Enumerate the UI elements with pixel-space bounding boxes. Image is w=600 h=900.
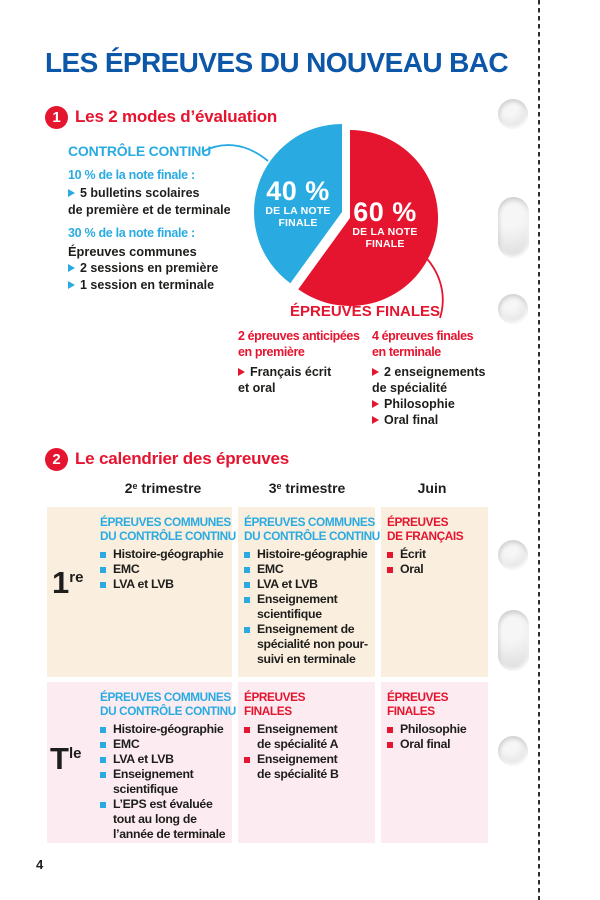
cell-items: [244, 547, 371, 667]
pie-label-40: 40 % DE LA NOTE FINALE: [265, 176, 331, 229]
arrow-bullet-icon: [68, 189, 75, 197]
table-list-item: EMC: [244, 562, 371, 577]
square-bullet-icon: [387, 727, 393, 733]
page-number: 4: [36, 857, 44, 872]
table-list-item: Enseignement: [244, 722, 371, 737]
section-1-badge: 1: [45, 106, 68, 129]
table-list-item: Philosophie: [387, 722, 484, 737]
table-list-item: EMC: [100, 562, 228, 577]
table-cell: [47, 507, 236, 677]
square-bullet-icon: [244, 727, 250, 733]
cell-items: [244, 722, 371, 782]
square-bullet-icon: [244, 757, 250, 763]
square-bullet-icon: [244, 627, 250, 633]
cell-heading: ÉPREUVES DE FRANÇAIS: [387, 515, 464, 543]
table-list-item: Oral final: [387, 737, 484, 752]
cell-items: [100, 722, 228, 842]
square-bullet-icon: [100, 727, 106, 733]
table-list-item: LVA et LVB: [100, 577, 228, 592]
cell-heading: ÉPREUVES COMMUNES DU CONTRÔLE CONTINU: [100, 690, 236, 718]
page-title: LES ÉPREUVES DU NOUVEAU BAC: [45, 47, 508, 78]
binder-hole: [498, 736, 528, 766]
finales-column-terminale: 4 épreuves finales en terminale 2 enseignements de spécialité Philosophie Oral final: [372, 328, 502, 428]
table-list-item: Enseignement: [244, 752, 371, 767]
square-bullet-icon: [100, 757, 106, 763]
table-list-item: Histoire-géographie: [100, 547, 228, 562]
cell-heading: ÉPREUVES COMMUNES DU CONTRÔLE CONTINU: [100, 515, 236, 543]
binder-hole: [498, 197, 529, 258]
section-2-title: Le calendrier des épreuves: [75, 449, 290, 468]
cell-heading: ÉPREUVES COMMUNES DU CONTRÔLE CONTINU: [244, 515, 380, 543]
bullet-item: Oral final: [372, 412, 502, 428]
controle-continu-block: [68, 143, 268, 293]
bullet-item-continuation: de première et de terminale: [68, 202, 231, 217]
table-list-item: de spécialité B: [257, 767, 339, 781]
cell-items: [100, 547, 228, 592]
square-bullet-icon: [244, 552, 250, 558]
epreuves-communes-label: Épreuves communes: [68, 243, 197, 259]
bullet-item: 2 sessions en première: [68, 260, 268, 277]
bullet-item: Philosophie: [372, 396, 502, 412]
arrow-bullet-icon: [372, 416, 379, 424]
cell-items: [387, 547, 484, 577]
column-header-juin: Juin: [417, 480, 447, 496]
bullet-item-continuation: de spécialité: [372, 381, 448, 395]
square-bullet-icon: [244, 567, 250, 573]
square-bullet-icon: [100, 772, 106, 778]
pie-label-60: 60 % DE LA NOTE FINALE: [352, 197, 418, 250]
table-list-item: LVA et LVB: [244, 577, 371, 592]
table-list-item: Histoire-géographie: [100, 722, 228, 737]
bullet-item: Français écrit: [238, 364, 372, 380]
table-list-item: Enseignement: [100, 767, 228, 782]
table-list-item: spécialité non pour-: [257, 637, 368, 651]
square-bullet-icon: [100, 802, 106, 808]
binder-hole: [498, 294, 528, 324]
bullet-item: 5 bulletins scolaires: [68, 185, 268, 202]
table-list-item: tout au long de: [113, 812, 197, 826]
square-bullet-icon: [387, 552, 393, 558]
table-list-item: LVA et LVB: [100, 752, 228, 767]
table-list-item: scientifique: [257, 607, 322, 621]
square-bullet-icon: [244, 597, 250, 603]
cell-heading: ÉPREUVES FINALES: [387, 690, 449, 718]
square-bullet-icon: [244, 582, 250, 588]
bullet-item: 1 session en terminale: [68, 277, 268, 294]
table-list-item: Oral: [387, 562, 484, 577]
square-bullet-icon: [100, 567, 106, 573]
table-list-item: Écrit: [387, 547, 484, 562]
table-cell: [381, 507, 488, 677]
cell-heading: ÉPREUVES FINALES: [244, 690, 306, 718]
note-share-label: 30 % de la note finale :: [68, 226, 195, 240]
table-list-item: Enseignement: [244, 592, 371, 607]
square-bullet-icon: [387, 567, 393, 573]
arrow-bullet-icon: [68, 281, 75, 289]
bullet-item: 2 enseignements: [372, 364, 502, 380]
arrow-bullet-icon: [238, 368, 245, 376]
column-header-trimestre-2: 2e trimestre: [124, 480, 202, 496]
table-cell: [381, 682, 488, 843]
arrow-bullet-icon: [372, 368, 379, 376]
cell-items: [387, 722, 484, 752]
square-bullet-icon: [100, 552, 106, 558]
column-header-trimestre-3: 3e trimestre: [268, 480, 346, 496]
table-cell: [47, 682, 236, 843]
table-list-item: scientifique: [113, 782, 178, 796]
section-1-title: Les 2 modes d’évaluation: [75, 107, 278, 126]
square-bullet-icon: [100, 582, 106, 588]
arrow-bullet-icon: [372, 400, 379, 408]
table-list-item: Histoire-géographie: [244, 547, 371, 562]
table-cell: [238, 682, 375, 843]
table-row-premiere: [47, 507, 488, 677]
binder-hole: [498, 540, 528, 570]
controle-continu-heading: CONTRÔLE CONTINU: [68, 143, 212, 159]
binder-hole: [498, 610, 529, 671]
square-bullet-icon: [100, 742, 106, 748]
table-list-item: Enseignement de: [244, 622, 371, 637]
table-list-item: suivi en terminale: [257, 652, 356, 666]
row-label-terminale: $T^{le}$: [50, 741, 82, 776]
binder-hole: [498, 99, 528, 129]
finales-column-premiere: 2 épreuves anticipées en première Français écrit et oral: [238, 328, 372, 396]
table-list-item: L’EPS est évaluée: [100, 797, 228, 812]
table-cell: [238, 507, 380, 677]
epreuves-finales-heading: ÉPREUVES FINALES: [290, 303, 441, 320]
table-list-item: EMC: [100, 737, 228, 752]
arrow-bullet-icon: [68, 264, 75, 272]
table-list-item: de spécialité A: [257, 737, 339, 751]
note-share-label: 10 % de la note finale :: [68, 167, 195, 182]
table-row-terminale: [47, 682, 488, 843]
bullet-item-continuation: et oral: [238, 381, 276, 395]
square-bullet-icon: [387, 742, 393, 748]
row-label-premiere: 1re: [52, 565, 84, 600]
section-2-badge: 2: [45, 448, 68, 471]
table-list-item: l’année de terminale: [113, 827, 226, 841]
